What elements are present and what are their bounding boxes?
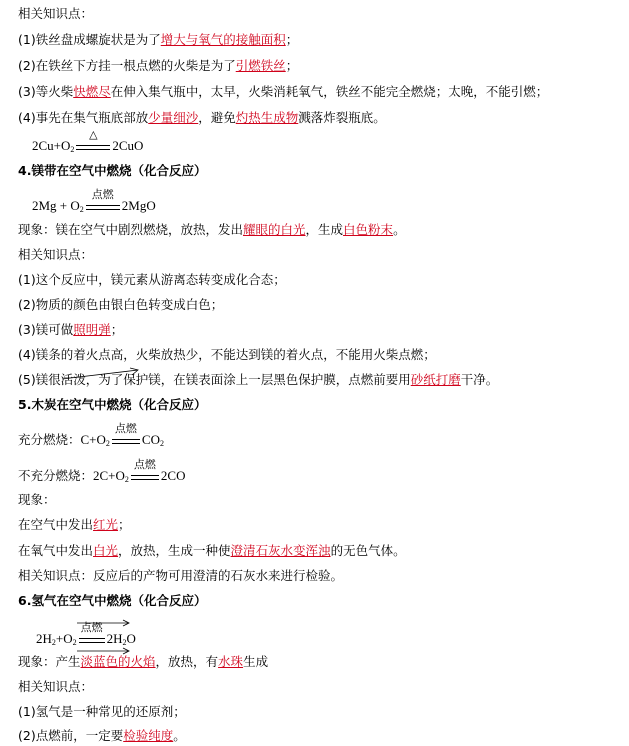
s5-equation-partial: 不充分燃烧：$2C+O_2$ 点燃 2CO — [18, 458, 186, 484]
s4-point-5: (5)镁很活泼，为了保护镁，在镁表面涂上一层黑色保护膜，点燃前要用砂纸打磨干净。 — [18, 372, 499, 387]
s3-point-2: (2)在铁丝下方挂一根点燃的火柴是为了引燃铁丝； — [18, 58, 299, 73]
s6-title: 6.氢气在空气中燃烧（化合反应） — [18, 593, 207, 608]
s6-knowledge-heading: 相关知识点： — [18, 679, 94, 694]
s5-phenomenon-heading: 现象： — [18, 492, 56, 507]
s5-phenomenon-air: 在空气中发出红光； — [18, 517, 131, 532]
s5-equation-full: 充分燃烧：$C+O_2$ 点燃 $CO_2$ — [18, 422, 164, 448]
s3-point-1: (1)铁丝盘成螺旋状是为了增大与氧气的接触面积； — [18, 32, 299, 47]
strike-arrow-icon — [60, 367, 144, 381]
s4-point-2: (2)物质的颜色由银白色转变成白色； — [18, 297, 224, 312]
s3-point-4: (4)事先在集气瓶底部放少量细沙，避免灼热生成物溅落炸裂瓶底。 — [18, 110, 386, 125]
s4-phenomenon: 现象：镁在空气中剧烈燃烧，放热，发出耀眼的白光，生成白色粉末。 — [18, 222, 406, 237]
s5-title: 5.木炭在空气中燃烧（化合反应） — [18, 397, 207, 412]
s4-point-4: (4)镁条的着火点高，火柴放热少，不能达到镁的着火点，不能用火柴点燃； — [18, 347, 436, 362]
s4-point-3: (3)镁可做照明弹； — [18, 322, 124, 337]
s4-knowledge-heading: 相关知识点： — [18, 247, 94, 262]
s3-point-3: (3)等火柴快燃尽在伸入集气瓶中，太早，火柴消耗氧气，铁丝不能完全燃烧；太晚，不能引燃； — [18, 84, 549, 99]
heat-symbol: △ — [89, 128, 98, 141]
s6-phenomenon: 现象：产生淡蓝色的火焰，放热，有水珠生成 — [18, 654, 269, 669]
s4-equation: $2Mg + O_2$ 点燃 2MgO — [32, 188, 156, 214]
s5-knowledge-note: 相关知识点：反应后的产物可用澄清的石灰水来进行检验。 — [18, 568, 344, 583]
s3-knowledge-heading: 相关知识点： — [18, 6, 94, 21]
s4-title: 4.镁带在空气中燃烧（化合反应） — [18, 163, 207, 178]
s3-equation: $2Cu+O_2$ △ 2CuO — [32, 128, 144, 154]
s6-point-2: (2)点燃前，一定要检验纯度。 — [18, 728, 186, 743]
s5-phenomenon-oxygen: 在氧气中发出白光，放热，生成一种使澄清石灰水变浑浊的无色气体。 — [18, 543, 406, 558]
s6-equation: $2H_2+O_2$ 点燃 $2H_2O$ — [36, 621, 136, 647]
s4-point-1: (1)这个反应中，镁元素从游离态转变成化合态； — [18, 272, 286, 287]
s6-point-1: (1)氢气是一种常见的还原剂； — [18, 704, 186, 719]
